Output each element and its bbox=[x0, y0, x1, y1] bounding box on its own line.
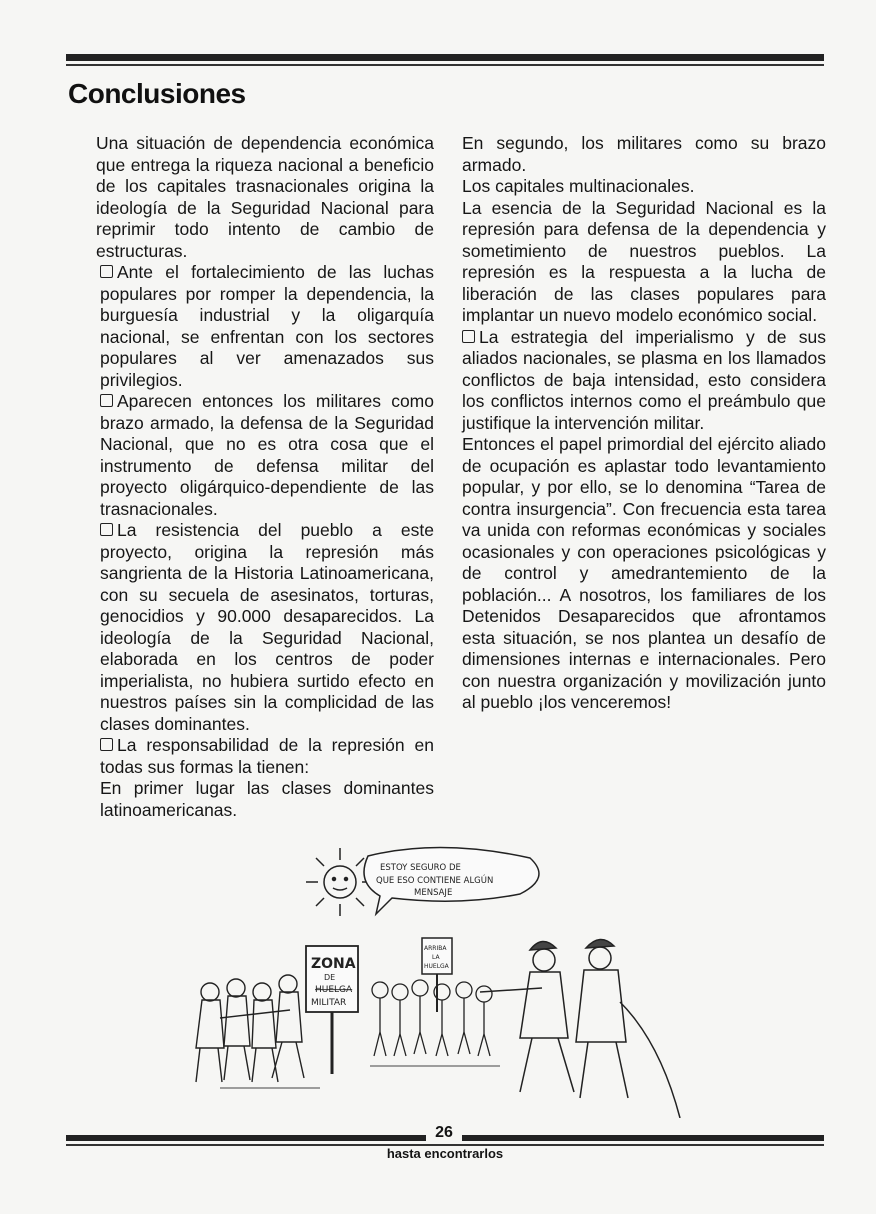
checkbox-bullet-icon bbox=[100, 265, 113, 278]
top-rule-thick bbox=[66, 54, 824, 61]
sign-text: DE bbox=[324, 973, 336, 982]
ground-lines bbox=[220, 1066, 500, 1088]
paragraph: Entonces el papel primordial del ejército aliado de ocupación es aplastar todo levantamiento popular, y por ello, se lo denomina “Tarea de contra insurgencia”. Con frecuencia esta tarea va unida con reformas económicas y sociales ocasionales y con operaciones psicológicas y de control y amedrantemiento de la población... A nosotros, los familiares de los Detenidos Desaparecidos que afrontamos esta situación, se nos plantea un desafío de dimensiones internas e internacionales. Pero con nuestra organización y movilización junto al pueblo ¡los venceremos! bbox=[462, 434, 826, 712]
cartoon-illustration bbox=[180, 842, 720, 1118]
bullet-paragraph: Aparecen entonces los militares como brazo armado, la defensa de la Seguridad Nacional, que no es otra cosa que el instrumento de defensa militar del proyecto oligárquico-dependiente de las trasnacionales. bbox=[100, 391, 434, 519]
paragraph: En segundo, los militares como su brazo armado. bbox=[462, 133, 826, 175]
checkbox-bullet-icon bbox=[462, 330, 475, 343]
bullet-paragraph: La resistencia del pueblo a este proyecto, origina la represión más sangrienta de la Historia Latinoamericana, con su secuela de asesinatos, torturas, genocidios y 90.000 desaparecidos. La ideología de la Seguridad Nacional, elaborada en los centros de poder imperialista, no hubiera surtido efecto en nuestros países sin la complicidad de las clases dominantes. bbox=[100, 520, 434, 734]
bullet-paragraph: Ante el fortalecimiento de las luchas populares por romper la dependencia, la burguesía industrial y la oligarquía nacional, se enfrentan con los sectores populares al ver amenazados sus privilegios. bbox=[100, 262, 434, 390]
protest-text: LA bbox=[432, 954, 440, 961]
soldiers-group-left bbox=[196, 975, 304, 1082]
paragraph: Los capitales multinacionales. bbox=[462, 176, 695, 196]
bullet-paragraph: La responsabilidad de la represión en todas sus formas la tienen: bbox=[100, 735, 434, 777]
bullet-paragraph: La estrategia del imperialismo y de sus aliados nacionales, se plasma en los llamados conflictos de baja intensidad, esto considera los conflictos internos como el preámbulo que justifique la intervención militar. bbox=[462, 326, 826, 433]
speech-text: QUE ESO CONTIENE ALGÚN bbox=[376, 876, 494, 886]
sign-text: MILITAR bbox=[311, 998, 347, 1008]
speech-bubble bbox=[364, 847, 539, 914]
paragraph: En primer lugar las clases dominantes latinoamericanas. bbox=[100, 778, 434, 820]
publication-name: hasta encontrarlos bbox=[360, 1146, 530, 1161]
zona-militar-sign bbox=[306, 946, 358, 1074]
crowd-group bbox=[372, 980, 492, 1056]
protest-sign bbox=[422, 938, 452, 1012]
page-number: 26 bbox=[426, 1124, 462, 1142]
section-title: Conclusiones bbox=[68, 78, 246, 109]
soldiers-group-right bbox=[480, 939, 680, 1118]
speech-text: ESTOY SEGURO DE bbox=[380, 863, 461, 873]
sun-icon bbox=[306, 848, 374, 916]
right-column bbox=[462, 133, 826, 714]
paragraph: La esencia de la Seguridad Nacional es la represión para defensa de la dependencia y sometimiento de nuestros pueblos. La represión es la respuesta a la lucha de liberación de las clases populares para implantar un nuevo modelo económico social. bbox=[462, 197, 826, 325]
checkbox-bullet-icon bbox=[100, 738, 113, 751]
left-column bbox=[98, 133, 434, 821]
paragraph: Una situación de dependencia económica que entrega la riqueza nacional a beneficio de los capitales trasnacionales origina la ideología de la Seguridad Nacional para reprimir todo intento de cambio de estructuras. bbox=[96, 133, 434, 261]
checkbox-bullet-icon bbox=[100, 394, 113, 407]
protest-text: HUELGA bbox=[424, 963, 449, 970]
protest-text: ARRIBA bbox=[424, 945, 447, 952]
sign-text: HUELGA bbox=[315, 985, 353, 995]
checkbox-bullet-icon bbox=[100, 523, 113, 536]
speech-text: MENSAJE bbox=[414, 888, 453, 898]
sign-text: ZONA bbox=[311, 956, 356, 972]
top-rule-thin bbox=[66, 64, 824, 66]
